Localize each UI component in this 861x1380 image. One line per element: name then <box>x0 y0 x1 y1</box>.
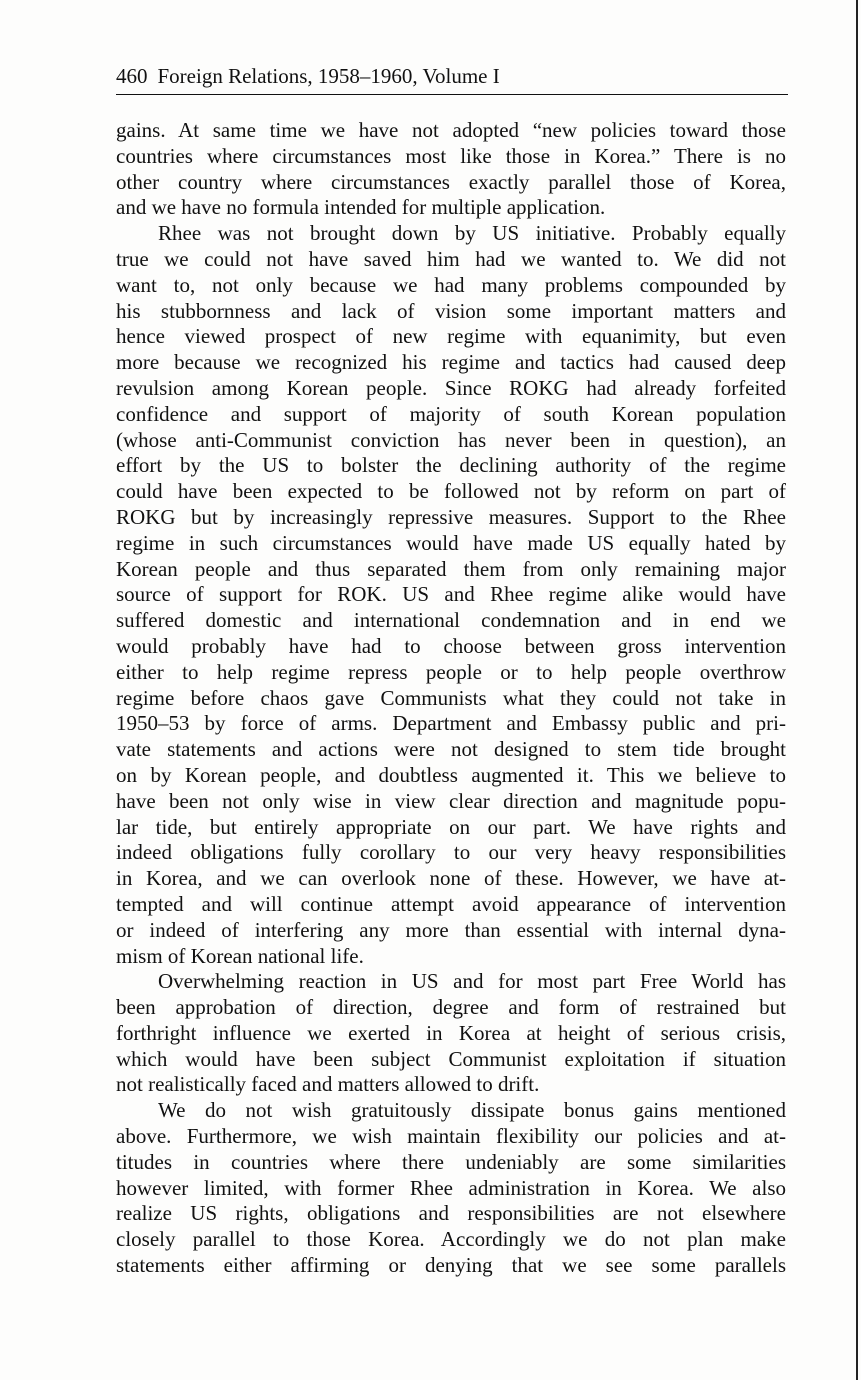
text-line: source of support for ROK. US and Rhee regime alike would have <box>116 582 786 607</box>
text-line: regime before chaos gave Communists what they could not take in <box>116 685 786 710</box>
text-line: Korean people and thus separated them from only remaining major <box>116 556 786 581</box>
text-line: been approbation of direction, degree and form of restrained but <box>116 995 786 1020</box>
text-line: indeed obligations fully corollary to our very heavy responsibilities <box>116 840 786 865</box>
text-line: and we have no formula intended for multiple application. <box>116 195 606 220</box>
text-line: We do not wish gratuitously dissipate bonus gains mentioned <box>158 1098 786 1123</box>
text-line: ROKG but by increasingly repressive measures. Support to the Rhee <box>116 504 786 529</box>
text-line: want to, not only because we had many problems compounded by <box>116 272 786 297</box>
text-line: gains. At same time we have not adopted “new policies toward those <box>116 118 786 142</box>
text-line: true we could not have saved him had we wanted to. We did not <box>116 246 786 271</box>
text-line: Rhee was not brought down by US initiative. Probably equally <box>158 221 786 246</box>
text-line: titudes in countries where there undeniably are some similarities <box>116 1149 786 1174</box>
text-line: (whose anti-Communist conviction has never been in question), an <box>116 427 786 452</box>
text-line: statements either affirming or denying that we see some parallels <box>116 1253 786 1278</box>
text-line: or indeed of interfering any more than essential with internal dyna- <box>116 917 786 942</box>
text-line: regime in such circumstances would have made US equally hated by <box>116 530 786 555</box>
paragraph <box>116 118 786 221</box>
page-number: 460 <box>116 64 148 88</box>
text-line: realize US rights, obligations and responsibilities are not elsewhere <box>116 1201 786 1226</box>
text-line: Overwhelming reaction in US and for most part Free World has <box>158 969 786 994</box>
text-line: mism of Korean national life. <box>116 943 364 968</box>
page-edge <box>856 0 858 1380</box>
text-line: could have been expected to be followed not by reform on part of <box>116 479 786 504</box>
text-line: which would have been subject Communist exploitation if situation <box>116 1046 786 1071</box>
text-line: his stubbornness and lack of vision some important matters and <box>116 298 786 323</box>
text-line: confidence and support of majority of south Korean population <box>116 401 786 426</box>
text-line: forthright influence we exerted in Korea at height of serious crisis, <box>116 1020 786 1045</box>
text-line: have been not only wise in view clear direction and magnitude popu- <box>116 788 786 813</box>
text-line: tempted and will continue attempt avoid appearance of intervention <box>116 891 786 916</box>
text-line: other country where circumstances exactly parallel those of Korea, <box>116 169 786 194</box>
text-line: suffered domestic and international condemnation and in end we <box>116 608 786 633</box>
paragraph <box>116 1098 786 1279</box>
text-line: on by Korean people, and doubtless augmented it. This we believe to <box>116 762 786 787</box>
paragraph <box>116 969 786 1098</box>
text-line: would probably have had to choose between gross intervention <box>116 633 786 658</box>
volume-title: Foreign Relations, 1958–1960, Volume I <box>157 64 500 88</box>
text-line: either to help regime repress people or to help people overthrow <box>116 659 786 684</box>
running-header <box>116 64 788 95</box>
body-text <box>116 118 786 1279</box>
text-line: however limited, with former Rhee administration in Korea. We also <box>116 1175 786 1200</box>
text-line: more because we recognized his regime and tactics had caused deep <box>116 350 786 375</box>
text-line: effort by the US to bolster the declining authority of the regime <box>116 453 786 478</box>
paragraph <box>116 221 786 969</box>
text-line: in Korea, and we can overlook none of these. However, we have at- <box>116 866 786 891</box>
text-line: lar tide, but entirely appropriate on our part. We have rights and <box>116 814 786 839</box>
text-line: closely parallel to those Korea. Accordingly we do not plan make <box>116 1227 786 1252</box>
text-line: 1950–53 by force of arms. Department and Embassy public and pri- <box>116 711 786 736</box>
text-line: not realistically faced and matters allowed to drift. <box>116 1072 540 1097</box>
text-line: vate statements and actions were not designed to stem tide brought <box>116 737 786 762</box>
text-line: above. Furthermore, we wish maintain flexibility our policies and at- <box>116 1124 786 1149</box>
text-line: revulsion among Korean people. Since ROKG had already forfeited <box>116 375 786 400</box>
text-line: countries where circumstances most like those in Korea.” There is no <box>116 143 786 168</box>
text-line: hence viewed prospect of new regime with equanimity, but even <box>116 324 786 349</box>
